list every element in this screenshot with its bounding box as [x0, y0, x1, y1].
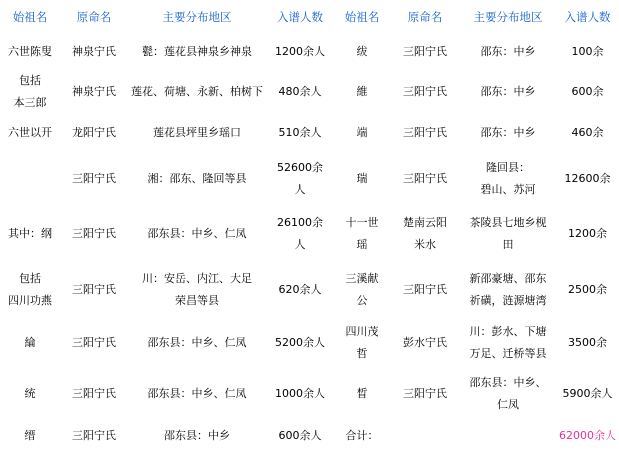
original-name-cell: 三阳宁氏: [403, 45, 447, 58]
count-cell: 1200余: [568, 227, 607, 240]
original-name-cell: 三阳宁氏: [403, 126, 447, 139]
col-header-region-2: 主要分布地区: [473, 10, 543, 24]
ancestor-cell: 统: [24, 387, 36, 400]
table-row: [0, 34, 619, 70]
table-row: [0, 206, 619, 262]
original-name-cell: 神泉宁氏: [72, 85, 116, 98]
region-cell: 邵东：中乡: [480, 45, 536, 58]
original-name-cell: 三阳宁氏: [403, 85, 447, 98]
count-cell: 100余: [571, 45, 604, 58]
table-row: [0, 70, 619, 114]
table-row: [0, 152, 619, 206]
ancestor-cell: 四川茂 哲: [345, 325, 379, 360]
region-cell: 莲花、荷塘、永新、柏树下: [131, 85, 263, 98]
region-cell: 邵东县：中乡、仁凤: [147, 336, 247, 349]
ancestor-cell: 晳: [356, 387, 368, 400]
table-row: [0, 262, 619, 318]
col-header-ancestor-2: 始祖名: [344, 10, 380, 24]
col-header-count: 入谱人数: [277, 10, 323, 24]
count-cell: 1200余人: [275, 45, 325, 58]
count-cell: 600余: [571, 85, 604, 98]
ancestor-cell: 六世陈叟: [8, 45, 52, 58]
count-cell: 3500余: [568, 336, 607, 349]
region-cell: 甏：莲花县神泉乡神泉: [142, 45, 252, 58]
header-row: [0, 0, 619, 34]
count-cell: 480余人: [278, 85, 322, 98]
ancestor-cell: 綸: [24, 336, 36, 349]
ancestor-cell: 包括 本三郎: [13, 74, 47, 109]
original-name-cell: 楚南云阳 米水: [403, 216, 447, 251]
ancestor-cell: 绂: [356, 45, 368, 58]
region-cell: 湘：邵东、隆回等县: [147, 172, 247, 185]
ancestor-cell: 三溪献 公: [345, 272, 379, 307]
ancestor-cell: 六世以开: [8, 126, 52, 139]
ancestor-cell: 包括 四川功燕: [8, 272, 52, 307]
region-cell: 莲花县坪里乡瑶口: [153, 126, 241, 139]
count-cell: 5200余人: [275, 336, 325, 349]
region-cell: 邵东：中乡: [480, 126, 536, 139]
col-header-original-name: 原命名: [76, 10, 112, 24]
region-cell: 隆回县： 碧山、苏河: [480, 161, 536, 196]
count-cell: 2500余: [568, 283, 607, 296]
ancestor-cell: 缙: [24, 428, 36, 442]
region-cell: 川：安岳、内江、大足 荣昌等县: [142, 272, 252, 307]
count-cell: 510余人: [278, 126, 322, 139]
original-name-cell: 三阳宁氏: [403, 172, 447, 185]
col-header-ancestor: 始祖名: [12, 10, 48, 24]
ancestor-cell: 其中：纲: [8, 227, 52, 240]
ancestor-cell: 瑞: [356, 172, 368, 185]
region-cell: 邵东县：中乡、仁凤: [147, 387, 247, 400]
region-cell: 川：彭水、下塘 万足、迁桥等县: [469, 325, 547, 360]
ancestor-cell: [0, 152, 60, 206]
ancestor-cell: 十一世 瑶: [345, 216, 379, 251]
table-row: [0, 368, 619, 420]
original-name-cell: 神泉宁氏: [72, 45, 116, 58]
count-cell: 52600余 人: [277, 161, 323, 196]
original-name-cell: 三阳宁氏: [72, 387, 116, 400]
original-name-cell: 三阳宁氏: [403, 283, 447, 296]
region-cell: 茶陵县七地乡枧 田: [469, 216, 547, 251]
region-cell: 邵东县：中乡: [164, 428, 230, 442]
count-cell: 620余人: [278, 283, 322, 296]
count-cell: 460余: [571, 126, 604, 139]
table-row: [0, 114, 619, 152]
original-name-cell: 三阳宁氏: [72, 172, 116, 185]
region-cell: [460, 420, 556, 451]
count-cell: 1000余人: [275, 387, 325, 400]
region-cell: 邵东县：中乡、仁凤: [147, 227, 247, 240]
original-name-cell: 龙阳宁氏: [72, 126, 116, 139]
count-cell: 12600余: [564, 172, 611, 185]
original-name-cell: 三阳宁氏: [72, 227, 116, 240]
original-name-cell: [390, 420, 460, 451]
count-cell: 600余人: [278, 428, 322, 442]
table-row: [0, 318, 619, 368]
original-name-cell: 三阳宁氏: [72, 336, 116, 349]
original-name-cell: 三阳宁氏: [72, 428, 116, 442]
original-name-cell: 三阳宁氏: [72, 283, 116, 296]
region-cell: 邵东：中乡: [480, 85, 536, 98]
ancestor-cell: 合计：: [345, 428, 379, 442]
count-cell: 5900余人: [562, 387, 613, 400]
count-cell: 62000余人: [559, 428, 616, 442]
col-header-region: 主要分布地区: [162, 10, 232, 24]
col-header-original-name-2: 原命名: [407, 10, 443, 24]
ancestor-cell: 端: [356, 126, 368, 139]
region-cell: 邵东县：中乡、 仁凤: [469, 376, 547, 411]
original-name-cell: 彭水宁氏: [403, 336, 447, 349]
ancestor-cell: 維: [356, 85, 368, 98]
original-name-cell: 三阳宁氏: [403, 387, 447, 400]
table-row: [0, 420, 619, 451]
count-cell: 26100余 人: [277, 216, 323, 251]
region-cell: 新邵豪塘、邵东 祈磺，涟源塘湾: [469, 272, 547, 307]
col-header-count-2: 入谱人数: [564, 10, 611, 24]
